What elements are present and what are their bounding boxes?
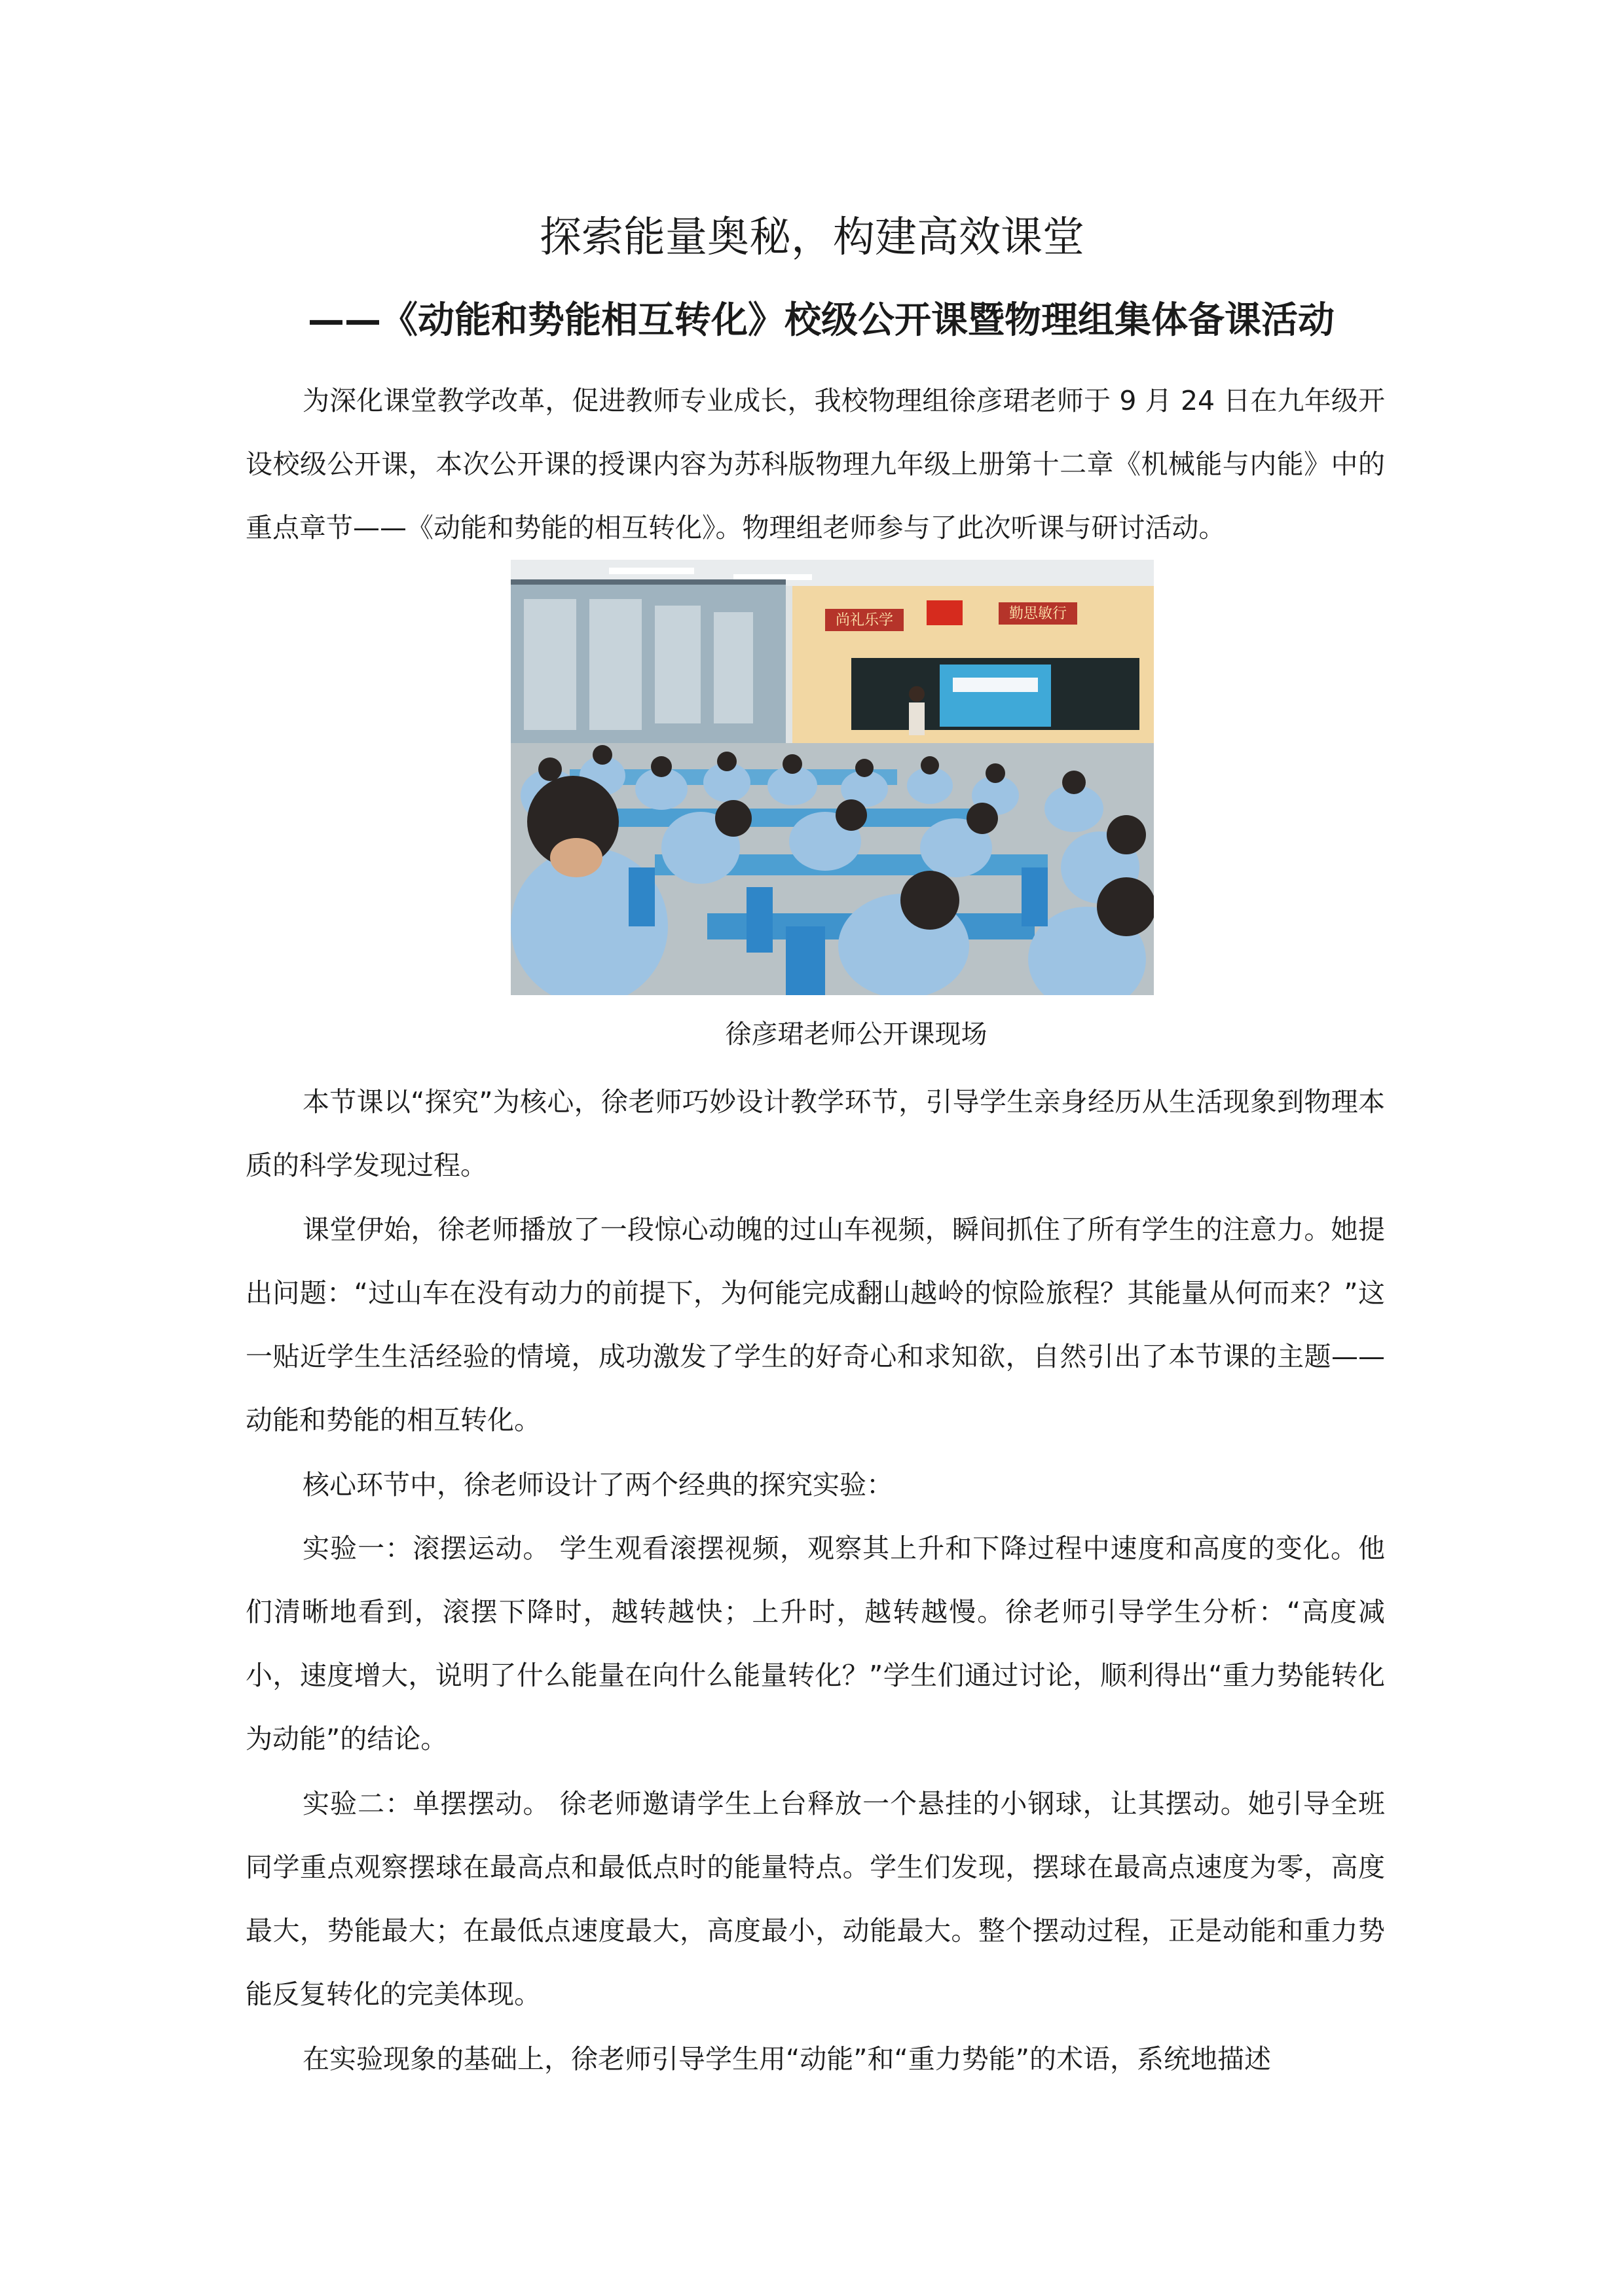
article-subtitle: ——《动能和势能相互转化》校级公开课暨物理组集体备课活动 (308, 299, 1335, 342)
body-paragraph: 实验一：滚摆运动。 学生观看滚摆视频，观察其上升和下降过程中速度和高度的变化。他们清晰地看到，滚摆下降时，越转越快；上升时，越转越慢。徐老师引导学生分析：“高度减小，速度增大，说明了什么能量在向什么能量转化？”学生们通过讨论，顺利得出“重力势能转化为动能”的结论。 (246, 1533, 1385, 1755)
intro-paragraph: 为深化课堂教学改革，促进教师专业成长，我校物理组徐彦珺老师于 9 月 24 日在九年级开设校级公开课，本次公开课的授课内容为苏科版物理九年级上册第十二章《机械能与内能》中的重点章节——《动能和势能的相互转化》。物理组老师参与了此次听课与研讨活动。 (246, 385, 1385, 543)
banner-right: 勤思敏行 (1008, 606, 1067, 622)
article-title: 探索能量奥秘，构建高效课堂 (540, 213, 1084, 262)
body-paragraph: 实验二：单摆摆动。 徐老师邀请学生上台释放一个悬挂的小钢球，让其摆动。她引导全班同学重点观察摆球在最高点和最低点时的能量特点。学生们发现，摆球在最高点速度为零，高度最大，势能最大；在最低点速度最大，高度最小，动能最大。整个摆动过程，正是动能和重力势能反复转化的完美体现。 (246, 1788, 1385, 2010)
classroom-photo (511, 560, 1154, 995)
photo-caption: 徐彦珺老师公开课现场 (725, 1019, 987, 1049)
body-paragraph: 课堂伊始，徐老师播放了一段惊心动魄的过山车视频，瞬间抓住了所有学生的注意力。她提出问题：“过山车在没有动力的前提下，为何能完成翻山越岭的惊险旅程？其能量从何而来？”这一贴近学生生活经验的情境，成功激发了学生的好奇心和求知欲，自然引出了本节课的主题——动能和势能的相互转化。 (246, 1214, 1385, 1436)
body-paragraph: 核心环节中，徐老师设计了两个经典的探究实验： (303, 1469, 893, 1501)
body-paragraph: 在实验现象的基础上，徐老师引导学生用“动能”和“重力势能”的术语，系统地描述 (303, 2043, 1271, 2075)
body-paragraph: 本节课以“探究”为核心，徐老师巧妙设计教学环节，引导学生亲身经历从生活现象到物理本质的科学发现过程。 (246, 1086, 1385, 1181)
banner-left: 尚礼乐学 (835, 612, 894, 629)
